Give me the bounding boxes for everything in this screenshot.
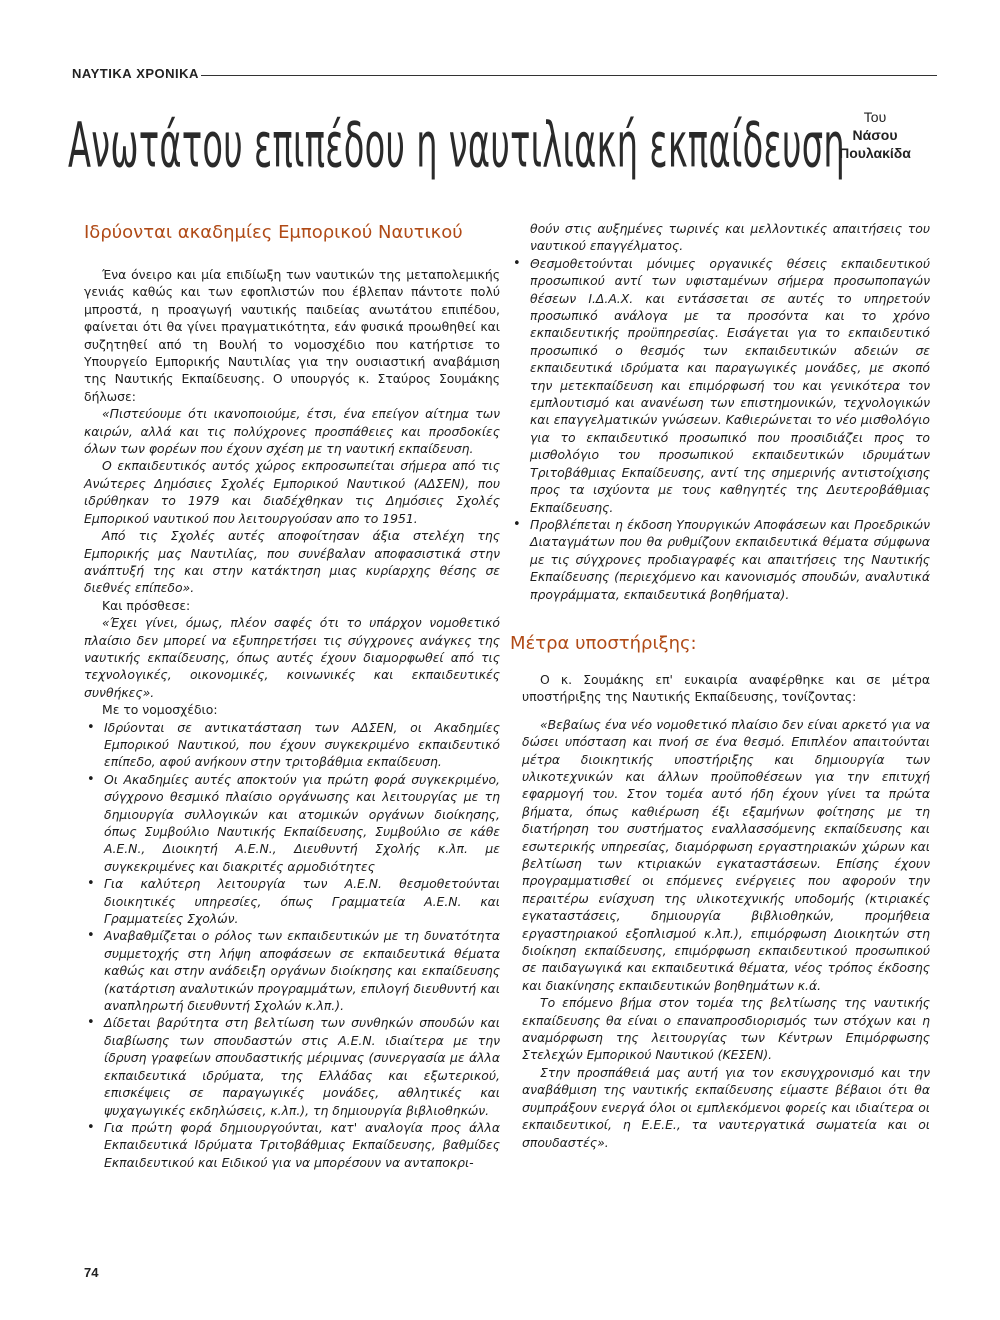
- bullet-icon: •: [87, 719, 95, 735]
- continuation-text: θούν στις αυξημένες τωρινές και μελλοντικές απαιτήσεις του ναυτικού επαγγέλματος.: [530, 221, 930, 254]
- bullet-list: [84, 719, 500, 1172]
- list-item: [84, 875, 500, 927]
- byline-name-last: Πουλακίδα: [839, 145, 911, 161]
- quote-paragraph: Ο εκπαιδευτικός αυτός χώρος εκπροσωπείται σήμερα από τις Ανώτερες Δημόσιες Σχολές Εμπορικού Ναυτικού (ΑΔΣΕΝ), που ιδρύθηκαν το 1979 και διαδέχθηκαν τις Δημόσιες Σχολές Εμπορικού ναυτικού που λειτουργούσαν απο το 1951.: [84, 458, 500, 526]
- list-item-text: Προβλέπεται η έκδοση Υπουργικών Αποφάσεων και Προεδρικών Διαταγμάτων που θα ρυθμίζουν εκπαιδευτικά θέματα σύμφωνα με τις σύγχρονες προδιαγραφές και απαιτήσεις της Ναυτικής Εκπαίδευσης (περιεχόμενο και κανονισμός σπουδών, αναλυτικά προγράμματα, εκπαιδευτικά βοηθήματα).: [530, 516, 930, 602]
- list-item: [84, 719, 500, 771]
- list-item: [84, 1119, 500, 1171]
- bullet-icon: •: [513, 255, 521, 271]
- section-heading-support-measures: Μέτρα υποστήριξης:: [510, 632, 697, 654]
- right-column: [510, 220, 930, 1151]
- bullet-icon: •: [87, 876, 95, 892]
- byline-name-first: Νάσου: [852, 127, 898, 143]
- page-number: 74: [84, 1265, 99, 1280]
- list-item-text: Για πρώτη φορά δημιουργούνται, κατ' αναλογία προς άλλα Εκπαιδευτικά Ιδρύματα Τριτοβάθμιας Εκπαίδευσης, βαθμίδες Εκπαιδευτικού και Ειδικού για να μπορέσουν να ανταποκρι-: [104, 1119, 500, 1170]
- list-item-text: Ιδρύονται σε αντικατάσταση των ΑΔΣΕΝ, οι Ακαδημίες Εμπορικού Ναυτικού, που έχουν συγκεκριμένο εκπαιδευτικό επίπεδο, αφού ανήκουν στην τριτοβάθμια εκπαίδευση.: [104, 719, 500, 770]
- left-column: [84, 222, 500, 1171]
- list-item: [510, 255, 930, 516]
- bullet-icon: •: [87, 928, 95, 944]
- section-heading-academies: Ιδρύονται ακαδημίες Εμπορικού Ναυτικού: [84, 222, 463, 243]
- quote-paragraph: «Πιστεύουμε ότι ικανοποιούμε, έτσι, ένα επείγον αίτημα των καιρών, αλλά και τις πολύχρονες προσπάθειες και προσδοκίες όλων των φορέων που έχουν σχέση με τη ναυτική εκπαίδευση.: [84, 406, 500, 457]
- list-item: [84, 1014, 500, 1118]
- body-paragraph: Ο κ. Σουμάκης επ' ευκαιρία αναφέρθηκε και σε μέτρα υποστήριξης της Ναυτικής Εκπαίδευσης, τονίζοντας:: [522, 671, 930, 705]
- header-bar: [72, 66, 937, 81]
- body-paragraph: Και πρόσθεσε:: [102, 597, 191, 613]
- list-item-text: Οι Ακαδημίες αυτές αποκτούν για πρώτη φορά συγκεκριμένο, σύγχρονο θεσμικό πλαίσιο οργάνωσης και λειτουργίας με τη δημιουργία συλλογικών και ατομικών οργάνων διοίκησης, όπως Συμβούλιο Ναυτικής Εκπαίδευσης, Συμβούλιο σε κάθε Α.Ε.Ν., Διοικητή Α.Ε.Ν., Διευθυντή Σχολής κ.λπ. με συγκεκριμένες και διακριτές αρμοδιότητες: [104, 771, 500, 874]
- intro-paragraph: Ένα όνειρο και μία επιδίωξη των ναυτικών της μεταπολεμικής γενιάς καθώς και των εφοπλιστών που έβλεπαν πάντοτε πολύ μπροστά, η προαγωγή ναυτικής παιδείας ανωτάτου επιπέδου, φαίνεται ότι θα γίνει πραγματικότητα, εάν φυσικά προωθηθεί και συζητηθεί από τη Βουλή το νομοσχέδιο που κατήρτισε το Υπουργείο Εμπορικής Ναυτιλίας για την ουσιαστική αναβάμιση της Ναυτικής Εκπαίδευσης. Ο υπουργός κ. Σταύρος Σουμάκης δήλωσε:: [84, 267, 500, 404]
- quote-paragraph: Από τις Σχολές αυτές αποφοίτησαν άξια στελέχη της Εμπορικής μας Ναυτιλίας, που συνέβαλαν αποφασιστικά στην ανάπτυξή της και στην κατάκτηση μιας κυρίαρχης θέσης σε διεθνές επίπεδο».: [84, 528, 500, 596]
- quote-paragraph: «Έχει γίνει, όμως, πλέον σαφές ότι το υπάρχον νομοθετικό πλαίσιο δεν μπορεί να εξυπηρετήσει τις σύγχρονες ανάγκες της ναυτικής εκπαίδευσης, όπως αυτές έχουν διαμορφωθεί από τις τεχνολογικές, οικονομικές, κοινωνικές και εκπαιδευτικές συνθήκες».: [84, 615, 500, 700]
- section-label: ΝΑΥΤΙΚΑ ΧΡΟΝΙΚΑ: [72, 66, 199, 81]
- list-item-text: Αναβαθμίζεται ο ρόλος των εκπαιδευτικών με τη δυνατότητα συμμετοχής στη λήψη αποφάσεων σε εκπαιδευτικά θέματα καθώς και στην ανάδειξη οργάνων διοίκησης και εκπαίδευσης (κατάρτιση αναλυτικών προγραμμάτων, επιλογή διευθυντή και αναπληρωτή διευθυντή Σχολών κ.λπ.).: [104, 928, 500, 1014]
- byline-prefix: Του: [863, 109, 887, 125]
- list-item: [510, 516, 930, 603]
- bullet-icon: •: [87, 771, 95, 787]
- list-item: [84, 771, 500, 875]
- body-paragraph: Με το νομοσχέδιο:: [102, 702, 218, 718]
- bullet-icon: •: [87, 1015, 95, 1031]
- quote-paragraph: Το επόμενο βήμα στον τομέα της βελτίωσης της ναυτικής εκπαίδευσης θα είναι ο επαναπροσδιορισμός των στόχων και η αναμόρφωση της λειτουργίας των Κέντρων Επιμόρφωσης Στελεχών Εμπορικού Ναυτικού (ΚΕΣΕΝ).: [522, 995, 930, 1063]
- bullet-list: [510, 255, 930, 603]
- header-rule: [201, 75, 937, 76]
- list-item-text: Για καλύτερη λειτουργία των Α.Ε.Ν. θεσμοθετούνται διοικητικές υπηρεσίες, όπως Γραμματεία Α.Ε.Ν. και Γραμματείες Σχολών.: [104, 876, 500, 927]
- article-title: Ανωτάτου επιπέδου η ναυτιλιακή εκπαίδευση: [68, 108, 845, 182]
- bullet-icon: •: [87, 1119, 95, 1135]
- list-item-text: Δίδεται βαρύτητα στη βελτίωση των συνθηκών σπουδών και διαβίωσης των σπουδαστών στις Α.Ε.Ν. ιδιαίτερα με την ίδρυση γραφείων σπουδαστικής μέριμνας (συνεργασία με άλλα εκπαιδευτικά ιδρύματα, της Ελλάδας και εξωτερικού, επισκέψεις σε παραγωγικές μονάδες, αθλητικές και ψυχαγωγικές εκδηλώσεις, κ.λπ.), τη δημιουργία βιβλιοθηκών.: [104, 1015, 500, 1118]
- bullet-icon: •: [513, 516, 521, 532]
- byline: [820, 108, 930, 162]
- quote-paragraph: «Βεβαίως ένα νέο νομοθετικό πλαίσιο δεν είναι αρκετό για να δώσει υπόσταση και πνοή σε ένα θεσμό. Επιπλέον απαιτούνται μέτρα διοικητικής υποστήριξης και δημιουργία των υλικοτεχνικών και άλλων προϋποθέσεων για την επιτυχή εφαρμογή του. Στον τομέα αυτό ήδη έχουν γίνει τα πρώτα βήματα, όπως καθιέρωση έξι εξαμήνων φοίτησης με τη διατήρηση του συστήματος εναλλασσόμενης εκπαίδευσης και εσωτερικής υπηρεσίας, διαμόρφωση εργαστηριακών χώρων και βελτίωση των κτιριακών εγκαταστάσεων. Επίσης έχουν προγραμματισθεί οι επόμενες ενέργειες που αφορούν την περαιτέρω ενίσχυση της υλικοτεχνικής υποδομής (κτιριακές εγκαταστάσεις, δημιουργία βιβλιοθηκών, προμήθεια εργαστηριακού εξοπλισμού κ.λπ.), επιμόρφωση Διοικητών στη διοίκηση εκπαίδευσης, επιμόρφωση εκπαιδευτικού προσωπικού σε παιδαγωγικά και εκπαιδευτικά θέματα, νέος τρόπος έκδοσης και διακίνησης εκπαιδευτικών βοηθημάτων κ.ά.: [522, 716, 930, 993]
- list-item: [84, 927, 500, 1014]
- quote-paragraph: Στην προσπάθειά μας αυτή για τον εκσυγχρονισμό και την αναβάθμιση της ναυτικής εκπαίδευσης είμαστε βέβαιοι ότι θα συμπράξουν ενεργά όλοι οι εμπλεκόμενοι φορείς και ιδιαίτερα οι εκπαιδευτικοί, η Ε.Ε.Ε., τα ναυτεργατικά σωματεία και οι σπουδαστές».: [522, 1064, 930, 1150]
- list-item-text: Θεσμοθετούνται μόνιμες οργανικές θέσεις εκπαιδευτικού προσωπικού αντί των υφισταμένων σήμερα προσωποπαγών θέσεων Ι.Δ.Α.Χ. και εντάσσεται σε αυτές το υπηρετούν προσωπικό ανάλογα με τα προσόντα και το χρόνο εκπαιδευτικής προϋπηρεσίας. Εισάγεται για το εκπαιδευτικό προσωπικό ο θεσμός των εκπαιδευτικών αδειών σε εκπαιδευτικά ιδρύματα και παραγωγικές μονάδες, με σκοπό την μετεκπαίδευση και επιμόρφωσή του και γενικότερα τον εμπλουτισμό και ανανέωση των επιστημονικών, τεχνολογικών και επαγγελματικών γνώσεων. Καθιερώνεται το νέο μισθολόγιο για το εκπαιδευτικό προσωπικό που προσιδιάζει προς το μισθολόγιο του προσωπικού εκπαιδευτικών ιδρυμάτων Τριτοβάθμιας Εκπαίδευσης, αντί της σημερινής αντιστοίχισης προς τα ισχύοντα με τους καθηγητές της Δευτεροβάθμιας Εκπαίδευσης.: [530, 255, 930, 515]
